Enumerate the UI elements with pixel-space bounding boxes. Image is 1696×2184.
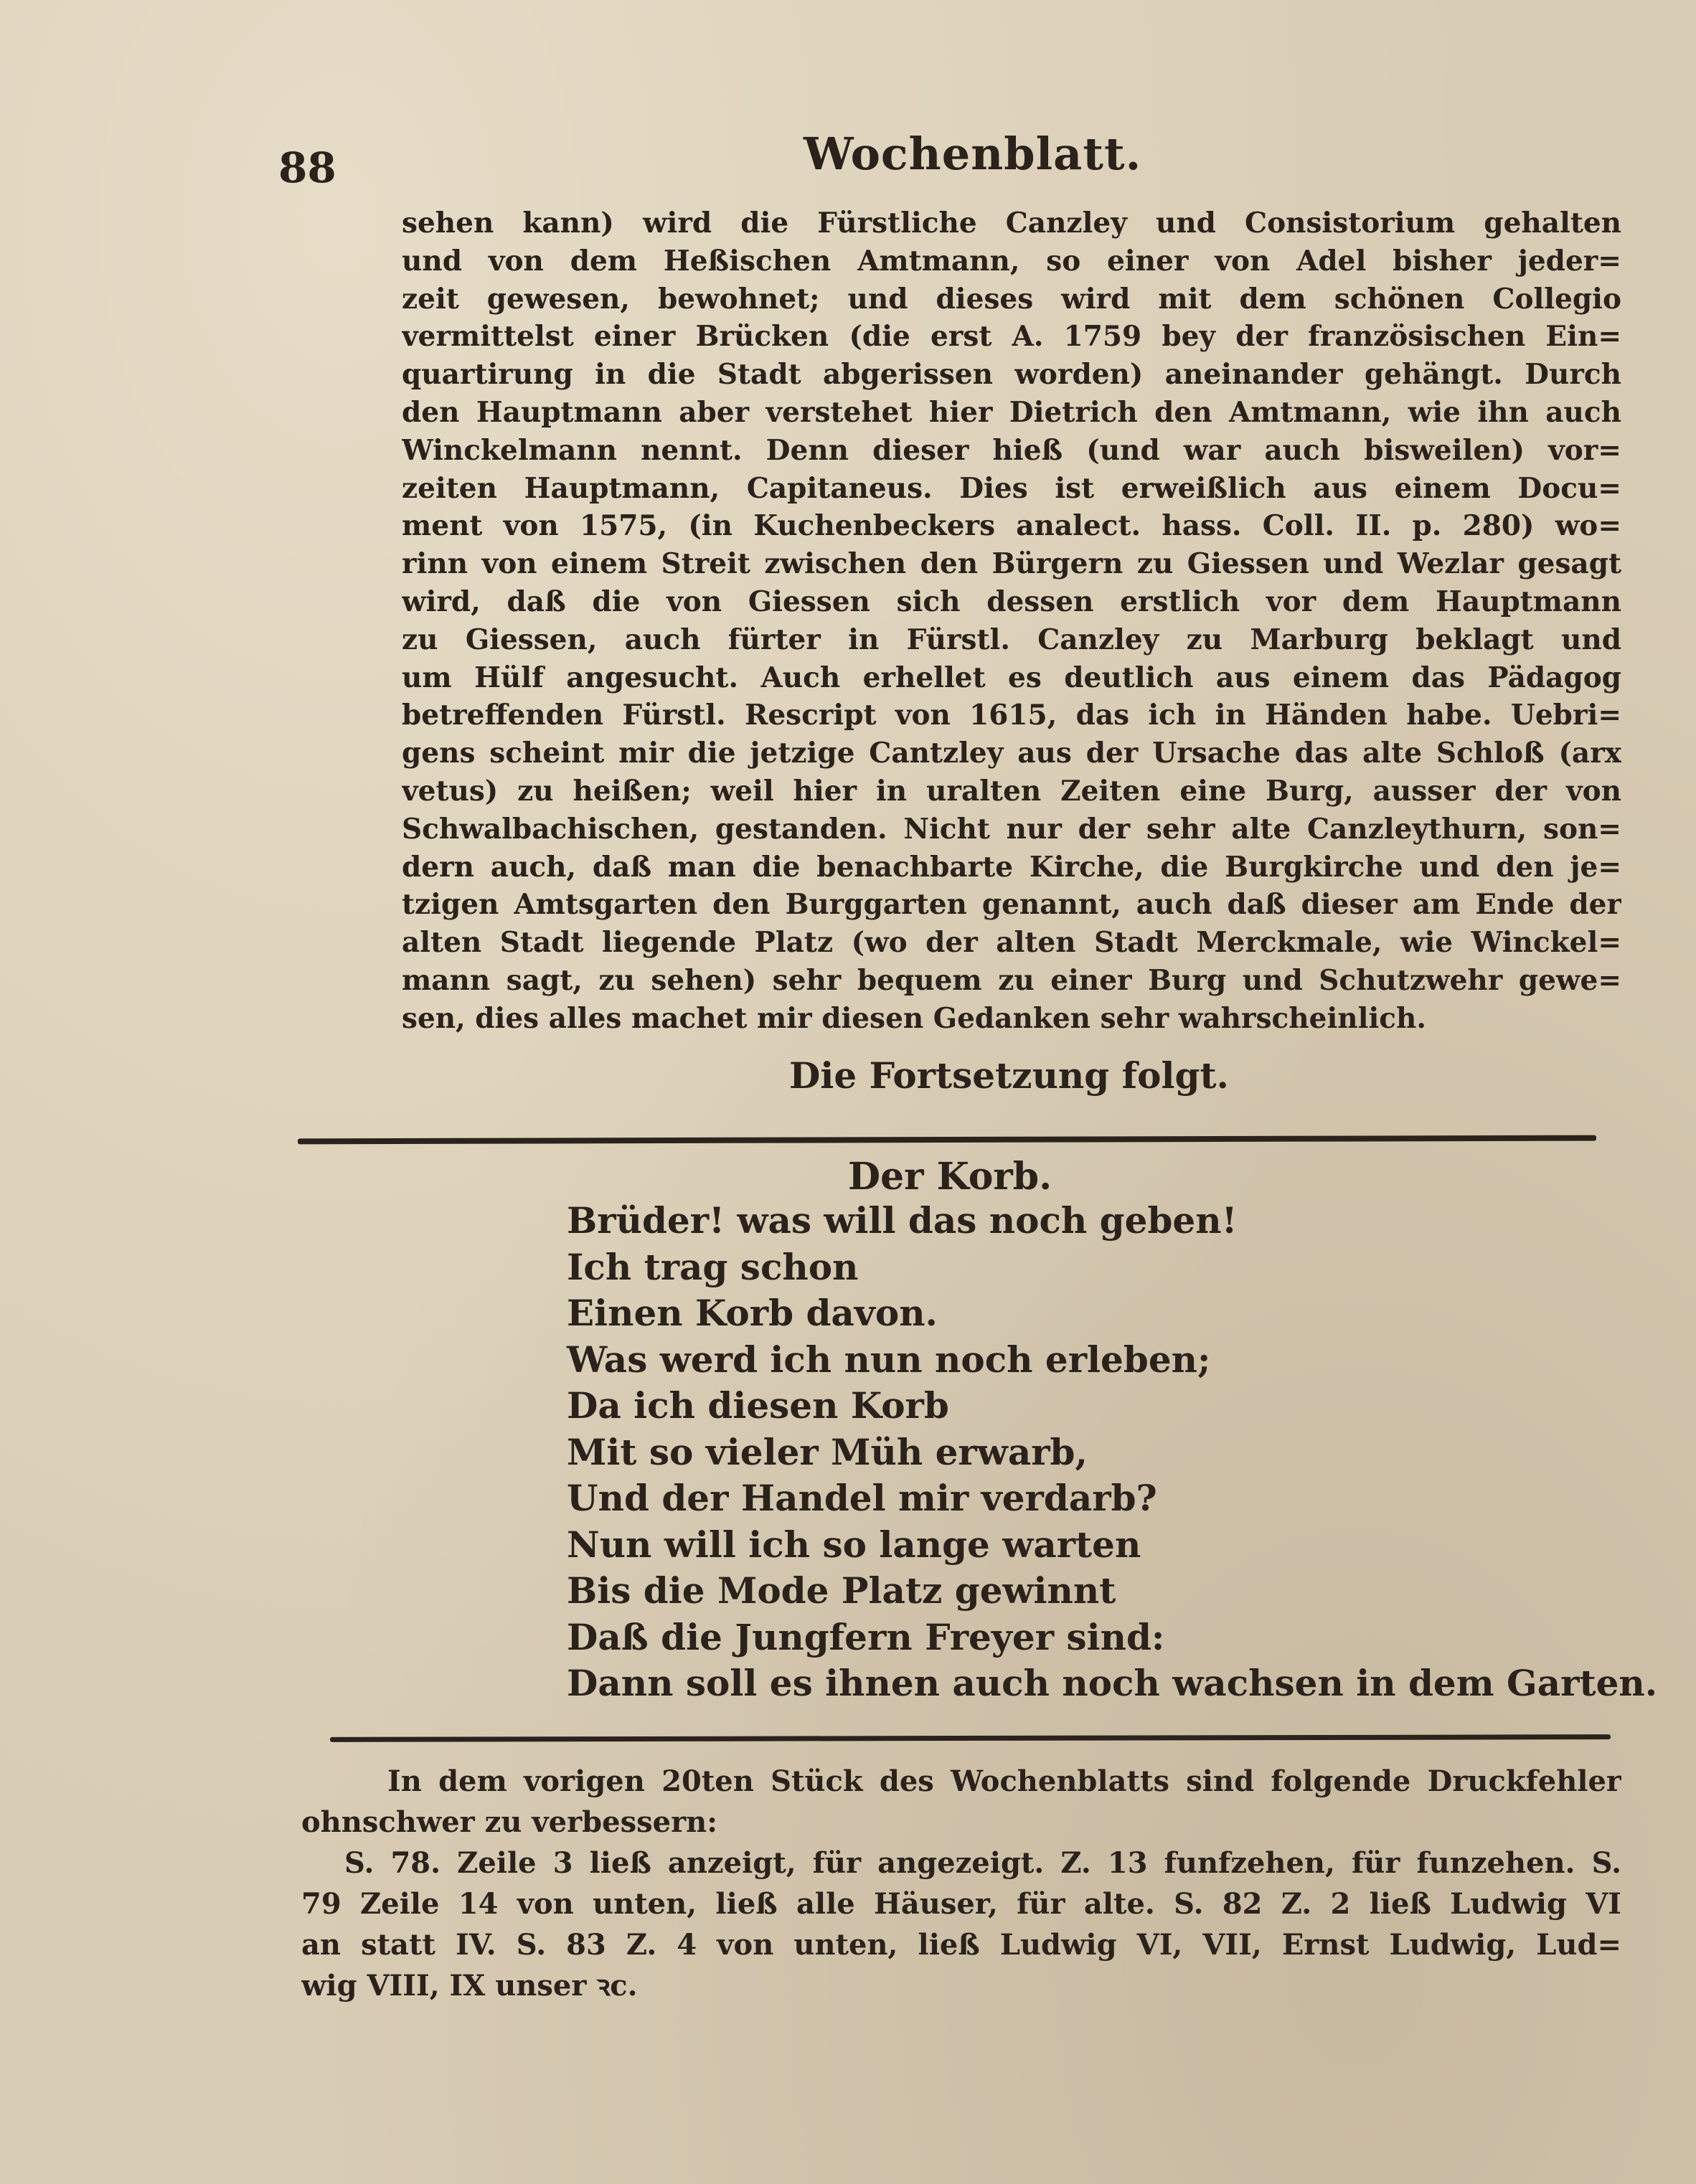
running-head: Wochenblatt. (804, 128, 1142, 180)
poem-line: Bis die Mode Platz gewinnt (567, 1569, 1116, 1612)
body-line: alten Stadt liegende Platz (wo der alten Stadt Merckmale, wie Winckel= (402, 926, 1621, 960)
poem-line: Mit so vieler Müh erwarb, (567, 1430, 1088, 1473)
body-line: vetus) zu heißen; weil hier in uralten Zeiten eine Burg, ausser der von (402, 774, 1621, 808)
body-line: den Hauptmann aber verstehet hier Dietrich den Amtmann, wie ihn auch (402, 395, 1621, 429)
continuation-note: Die Fortsetzung folgt. (789, 1054, 1229, 1097)
article-body (402, 204, 1621, 1038)
errata-line: an statt IV. S. 83 Z. 4 von unten, ließ Ludwig VI, VII, Ernst Ludwig, Lud= (301, 1928, 1621, 1962)
body-line: tzigen Amtsgarten den Burggarten genannt, auch daß dieser am Ende der (402, 888, 1621, 922)
body-line: quartirung in die Stadt abgerissen worden) aneinander gehängt. Durch (402, 358, 1621, 392)
body-line: mann sagt, zu sehen) sehr bequem zu einer Burg und Schutzwehr gewe= (402, 963, 1621, 997)
poem-line: Da ich diesen Korb (567, 1384, 949, 1427)
body-line: betreffenden Fürstl. Rescript von 1615, das ich in Händen habe. Uebri= (402, 699, 1621, 732)
body-line: ment von 1575, (in Kuchenbeckers analect. hass. Coll. II. p. 280) wo= (402, 509, 1621, 543)
body-line: sen, dies alles machet mir diesen Gedanken sehr wahrscheinlich. (402, 1001, 1426, 1035)
body-line: vermittelst einer Brücken (die erst A. 1759 bey der französischen Ein= (402, 320, 1621, 354)
poem-line: Ich trag schon (567, 1245, 859, 1288)
body-line: zu Giessen, auch fürter in Fürstl. Canzley zu Marburg beklagt und (402, 623, 1621, 656)
body-line: und von dem Heßischen Amtmann, so einer von Adel bisher jeder= (402, 244, 1621, 278)
poem-line: Brüder! was will das noch geben! (567, 1199, 1238, 1242)
errata-line: 79 Zeile 14 von unten, ließ alle Häuser, für alte. S. 82 Z. 2 ließ Ludwig VI (301, 1887, 1621, 1921)
body-line: zeiten Hauptmann, Capitaneus. Dies ist erweißlich aus einem Docu= (402, 471, 1621, 505)
poem-body (567, 1198, 1658, 1707)
errata-notice (301, 1761, 1621, 2006)
poem-line: Daß die Jungfern Freyer sind: (567, 1615, 1165, 1658)
body-line: zeit gewesen, bewohnet; und dieses wird mit dem schönen Collegio (402, 282, 1621, 316)
poem-line: Und der Handel mir verdarb? (567, 1477, 1157, 1519)
errata-line: ohnschwer zu verbessern: (301, 1805, 717, 1839)
body-line: gens scheint mir die jetzige Cantzley aus der Ursache das alte Schloß (arx (402, 737, 1621, 770)
body-line: sehen kann) wird die Fürstliche Canzley und Consistorium gehalten (402, 207, 1621, 240)
errata-line: S. 78. Zeile 3 ließ anzeigt, für angezeigt. Z. 13 funfzehen, für funzehen. S. (344, 1846, 1621, 1880)
body-line: Schwalbachischen, gestanden. Nicht nur der sehr alte Canzleythurn, son= (402, 812, 1621, 846)
poem-line: Nun will ich so lange warten (567, 1523, 1141, 1566)
body-line: um Hülf angesucht. Auch erhellet es deutlich aus einem das Pädagog (402, 661, 1621, 694)
poem-line: Einen Korb davon. (567, 1292, 938, 1334)
body-line: wird, daß die von Giessen sich dessen erstlich vor dem Hauptmann (402, 585, 1621, 618)
poem-line: Dann soll es ihnen auch noch wachsen in dem Garten. (567, 1662, 1658, 1704)
errata-line: wig VIII, IX unser ꝛc. (301, 1969, 638, 2003)
poem-title: Der Korb. (848, 1155, 1052, 1199)
body-line: Winckelmann nennt. Denn dieser hieß (und war auch bisweilen) vor= (402, 433, 1621, 467)
poem-line: Was werd ich nun noch erleben; (567, 1338, 1211, 1381)
section-divider (298, 1135, 1596, 1145)
body-line: dern auch, daß man die benachbarte Kirche, die Burgkirche und den je= (402, 850, 1621, 884)
body-line: rinn von einem Streit zwischen den Bürgern zu Giessen und Wezlar gesagt (402, 547, 1621, 581)
section-divider (330, 1734, 1611, 1742)
errata-line: In dem vorigen 20ten Stück des Wochenblatts sind folgende Druckfehler (387, 1764, 1621, 1798)
page-number: 88 (278, 143, 336, 192)
